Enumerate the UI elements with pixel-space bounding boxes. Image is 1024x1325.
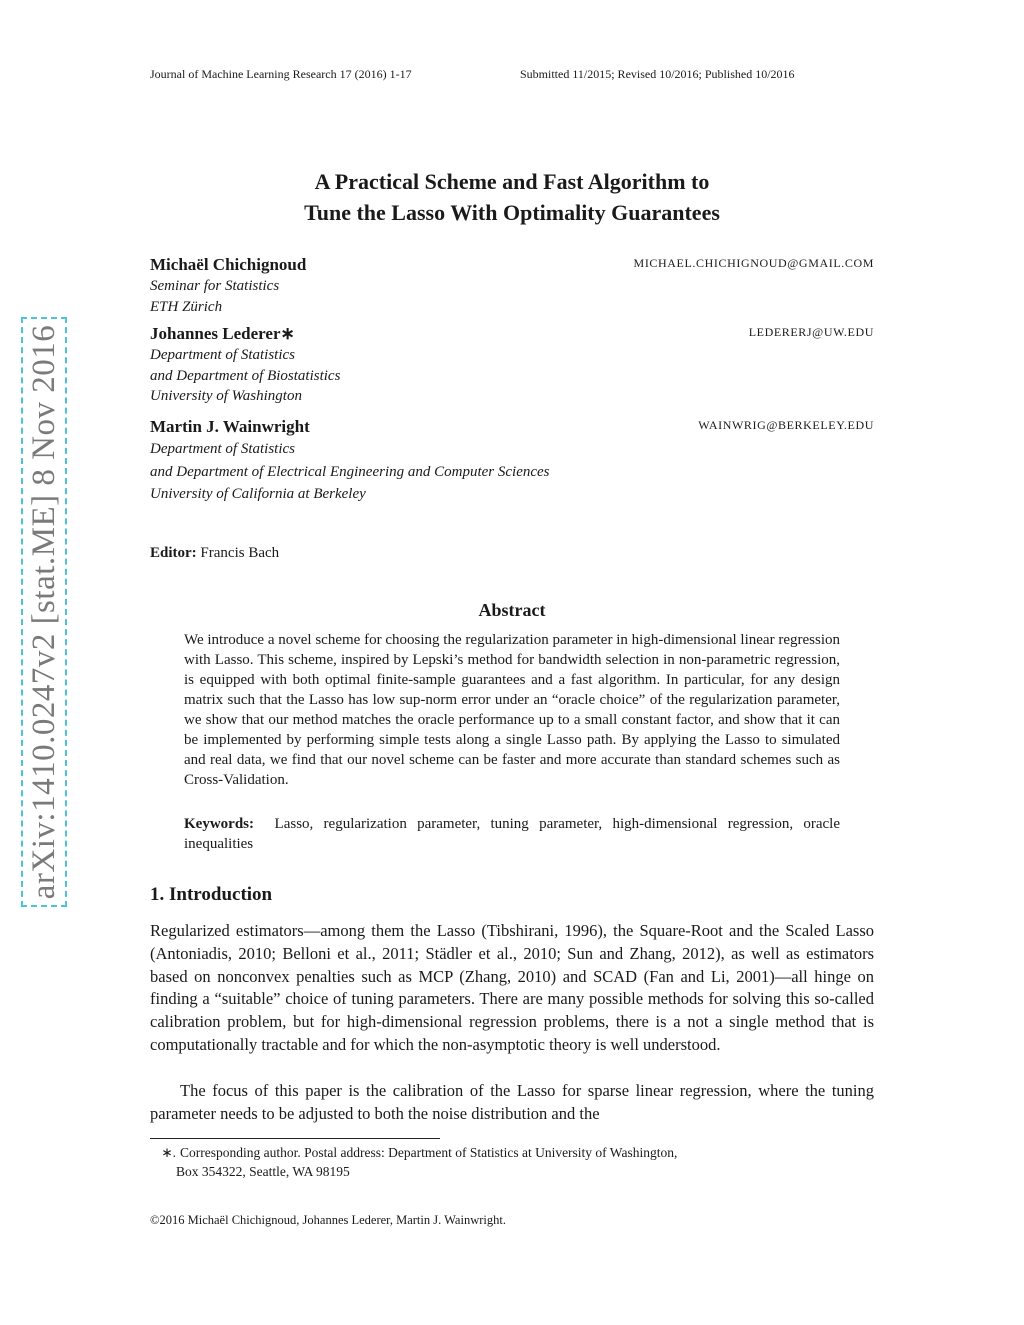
- footnote-mark: ∗.: [161, 1145, 176, 1160]
- body-paragraph: The focus of this paper is the calibration of the Lasso for sparse linear regression, where the tuning parameter needs to be adjusted to both the noise distribution and the: [150, 1081, 874, 1123]
- author-block-1: [150, 254, 874, 317]
- author-name: Michaël Chichignoud: [150, 255, 307, 274]
- footnote-line: Corresponding author. Postal address: Department of Statistics at University of Washington,: [180, 1145, 678, 1160]
- author-name: Martin J. Wainwright: [150, 417, 310, 436]
- author-affiliation-line: Department of Statistics: [150, 347, 295, 363]
- author-affiliation-line: University of Washington: [150, 388, 302, 404]
- author-email[interactable]: MICHAEL.CHICHIGNOUD@GMAIL.COM: [633, 256, 874, 270]
- section-heading: 1. Introduction: [150, 884, 273, 905]
- author-affiliation-line: Department of Statistics: [150, 441, 295, 457]
- author-name: Johannes Lederer∗: [150, 324, 295, 343]
- author-affiliation-line: ETH Zürich: [150, 298, 223, 315]
- author-block-2: [150, 323, 874, 407]
- journal-header: Journal of Machine Learning Research 17 (2016) 1-17: [150, 67, 412, 81]
- editor-name: Francis Bach: [200, 545, 280, 561]
- author-affiliation-line: and Department of Biostatistics: [150, 367, 341, 384]
- author-affiliation-line: University of California at Berkeley: [150, 486, 366, 502]
- paper-title: [150, 166, 874, 228]
- editor-line: [150, 545, 279, 562]
- abstract-heading: Abstract: [478, 600, 546, 620]
- footnote-line: Box 354322, Seattle, WA 98195: [176, 1164, 350, 1179]
- author-affiliation-line: and Department of Electrical Engineering and Computer Sciences: [150, 463, 550, 480]
- title-line-2: Tune the Lasso With Optimality Guarantees: [304, 200, 720, 225]
- footnote-rule: [150, 1138, 440, 1139]
- author-affiliation-line: Seminar for Statistics: [150, 278, 280, 294]
- author-email[interactable]: WAINWRIG@BERKELEY.EDU: [698, 418, 874, 432]
- footnote: [150, 1143, 874, 1181]
- body-paragraph: Regularized estimators—among them the Lasso (Tibshirani, 1996), the Square-Root and the Scaled Lasso (Antoniadis, 2010; Belloni et al., 2011; Städler et al., 2010; Sun and Zhang, 2012), as well as estimators based on nonconvex penalties such as MCP (Zhang, 2010) and SCAD (Fan and Li, 2001)—all hinge on finding a “suitable” choice of tuning parameters. There are many possible methods for solving this so-called calibration problem, but for high-dimensional regression problems, there is a not a single method that is computationally tractable and for which the non-asymptotic theory is well understood.: [150, 921, 874, 1054]
- arxiv-identifier-stamp[interactable]: arXiv:1410.0247v2 [stat.ME] 8 Nov 2016: [21, 317, 67, 907]
- keywords: [184, 814, 840, 854]
- abstract-text: We introduce a novel scheme for choosing the regularization parameter in high-dimensional linear regression with Lasso. This scheme, inspired by Lepski’s method for bandwidth selection in non-parametric regression, is equipped with both optimal finite-sample guarantees and a fast algorithm. In particular, for any design matrix such that the Lasso has low sup-norm error under an “oracle choice” of the regularization parameter, we show that our method matches the oracle performance up to a small constant factor, and show that it can be implemented by performing simple tests along a single Lasso path. By applying the Lasso to simulated and real data, we find that our novel scheme can be faster and more accurate than standard schemes such as Cross-Validation.: [184, 632, 840, 788]
- publication-dates: Submitted 11/2015; Revised 10/2016; Published 10/2016: [520, 67, 795, 81]
- title-line-1: A Practical Scheme and Fast Algorithm to: [314, 169, 710, 194]
- author-block-3: [150, 416, 874, 506]
- editor-label: Editor:: [150, 545, 197, 561]
- keywords-list: Lasso, regularization parameter, tuning parameter, high-dimensional regression, oracle inequalities: [184, 816, 840, 852]
- copyright-notice: ©2016 Michaël Chichignoud, Johannes Lederer, Martin J. Wainwright.: [150, 1213, 506, 1227]
- author-email[interactable]: LEDERERJ@UW.EDU: [748, 325, 874, 339]
- keywords-label: Keywords:: [184, 816, 254, 832]
